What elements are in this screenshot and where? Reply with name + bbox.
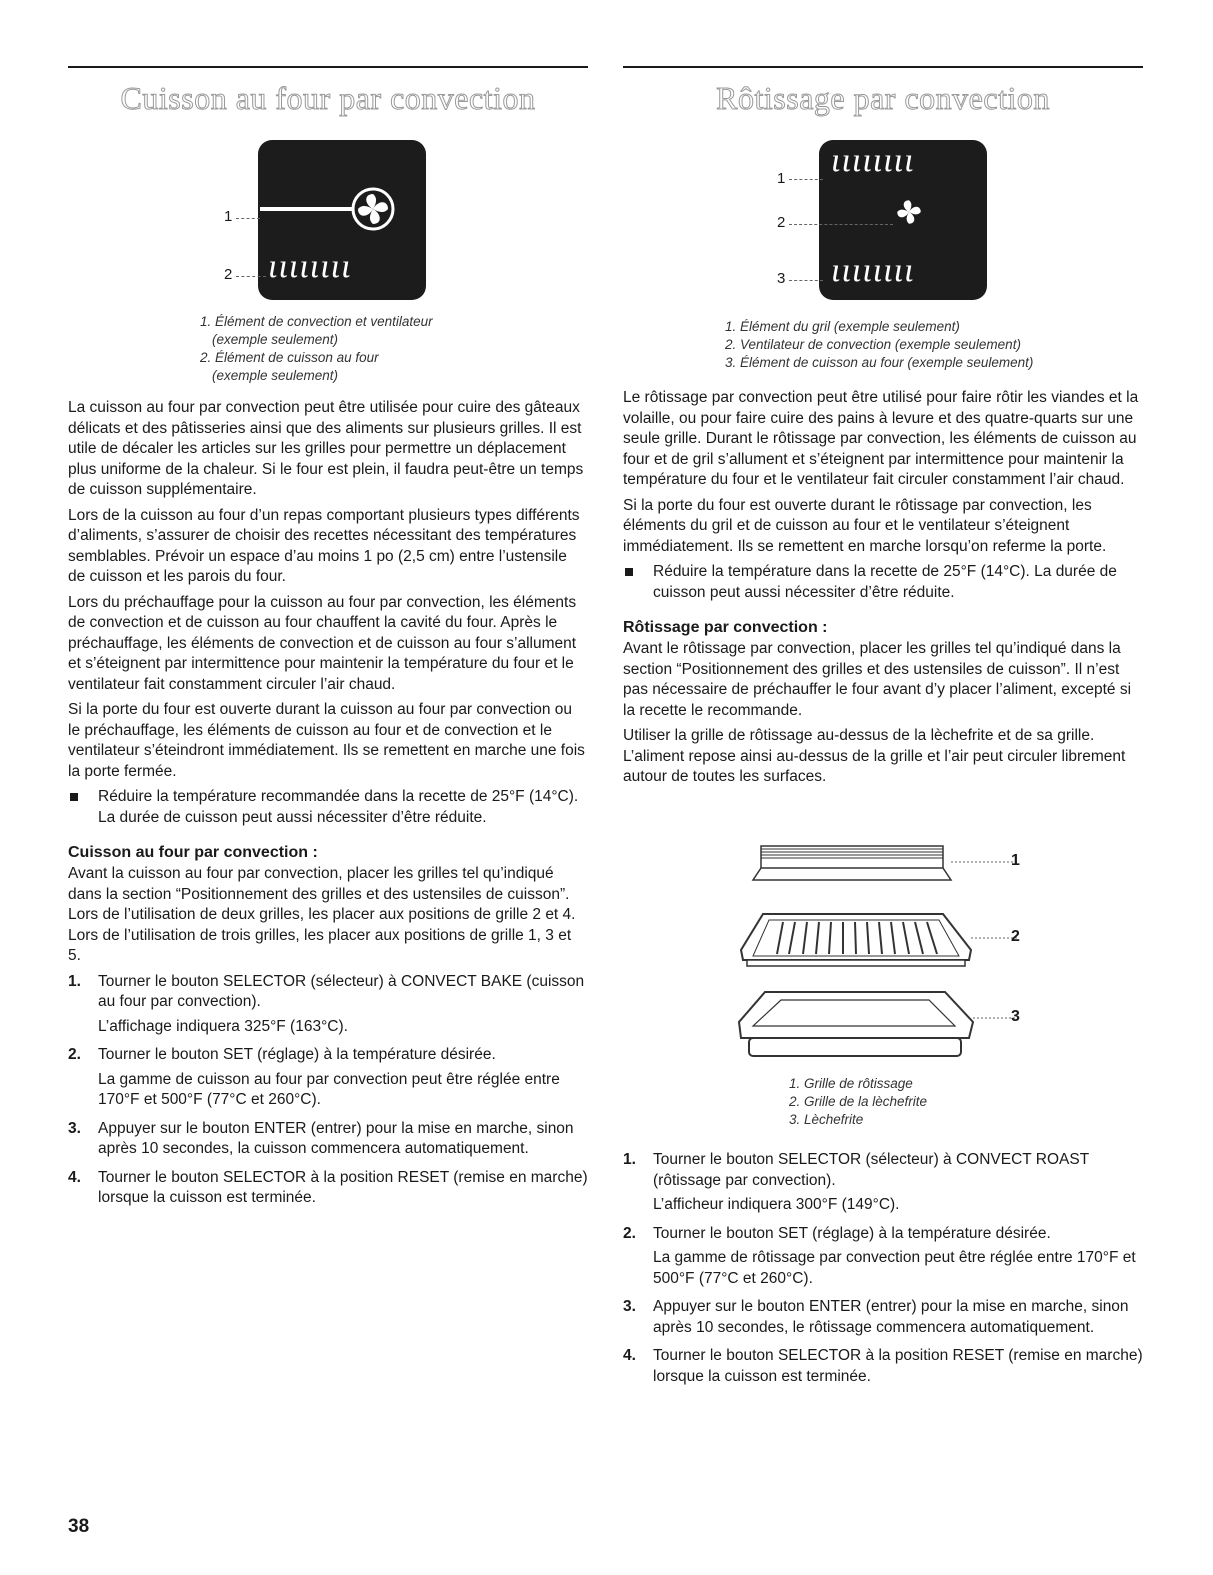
broiler-grid-illustration [741,914,971,966]
bullet-square-icon [625,568,633,576]
roasting-pan-diagram [733,842,1033,1062]
bullet-item: Réduire la température recommandée dans la recette de 25°F (14°C). La durée de cuisson peut aussi nécessiter d’être réduite. [68,787,588,828]
leader-line-2 [789,224,893,225]
leader-line-3 [789,280,823,281]
pan-label-2: 2 [1011,928,1020,945]
diagram-label-3: 3 [777,270,786,287]
leader-line-2 [236,276,266,277]
subheading: Cuisson au four par convection : [68,844,318,861]
left-diagram-caption: 1. Élément de convection et ventilateur (exemple seulement) 2. Élément de cuisson au four (exemple seulement) [200,314,433,383]
page-number: 38 [68,1516,90,1537]
step-item: 4. Tourner le bouton SELECTOR à la position RESET (remise en marche) lorsque la cuisson est terminée. [623,1347,1143,1385]
diagram-label-1: 1 [777,170,786,187]
step-item: 1. Tourner le bouton SELECTOR (sélecteur) à CONVECT ROAST (rôtissage par convection). L’afficheur indiquera 300°F (149°C). [623,1151,1089,1213]
convection-element-bar [260,207,352,211]
convection-roast-diagram [623,136,1143,306]
step-item: 3. Appuyer sur le bouton ENTER (entrer) pour la mise en marche, sinon après 10 secondes, le rôtissage commencera automatiquement. [623,1298,1129,1336]
paragraph: Si la porte du four est ouverte durant le rôtissage par convection, les éléments du gril et de cuisson au four et le ventilateur s’éteignent immédiatement. Ils se remettent en marche lorsqu’on referme la porte. [623,496,1107,555]
step-item: 3. Appuyer sur le bouton ENTER (entrer) pour la mise en marche, sinon après 10 secondes, la cuisson commencera automatiquement. [68,1119,574,1157]
pan-label-3: 3 [1011,1008,1020,1025]
convection-bake-diagram [68,130,588,310]
convection-fan-icon [350,186,396,232]
step-item: 2. Tourner le bouton SET (réglage) à la température désirée. La gamme de rôtissage par convection peut être réglée entre 170°F et 500°F (77°C et 260°C). [623,1224,1136,1287]
broiler-pan-illustration [739,992,973,1056]
steps-list [623,1150,1143,1395]
roasting-rack-illustration [753,846,951,880]
paragraph: Le rôtissage par convection peut être utilisé pour faire rôtir les viandes et la volaille, ou pour faire cuire des pains à levure et des quatre-quarts sur une seule grille. Durant le rôtissage par convection, les éléments de cuisson au four et de gril s’allument et s’éteignent par intermittence pour maintenir la température du four et le ventilateur fait circuler constamment l’air chaud. [623,389,1139,488]
right-diagram-caption: 1. Élément du gril (exemple seulement) 2. Ventilateur de convection (exemple seulement) 3. Élément de cuisson au four (exemple seulement) [725,319,1034,370]
pan-caption: 1. Grille de rôtissage 2. Grille de la lèchefrite 3. Lèchefrite [789,1076,928,1127]
paragraph: Lors du préchauffage pour la cuisson au four par convection, les éléments de convection et de cuisson au four chauffent la cavité du four. Après le préchauffage, les éléments de convection et de cuisson au four s’allument et s’éteignent par intermittence pour maintenir la température du four et le ventilateur fait constamment circuler l’air chaud. [68,593,577,693]
leader-line-1 [789,179,823,180]
right-body-text [623,388,1143,793]
right-title-rule [623,66,1143,68]
bake-element-coil: ιιιιιιιι [268,248,352,285]
step-item: 4. Tourner le bouton SELECTOR à la position RESET (remise en marche) lorsque la cuisson est terminée. [68,1168,588,1206]
right-section-title: Rôtissage par convection [716,80,1050,116]
step-item: 2. Tourner le bouton SET (réglage) à la température désirée. La gamme de cuisson au four par convection peut être réglée entre 170°F et 500°F (77°C et 260°C). [68,1046,560,1108]
bullet-item: Réduire la température dans la recette de 25°F (14°C). La durée de cuisson peut aussi nécessiter d’être réduite. [623,562,1143,603]
left-title-rule [68,66,588,68]
paragraph: Utiliser la grille de rôtissage au-dessus de la lèchefrite et de sa grille. L’aliment repose ainsi au-dessus de la grille et l’air peut circuler librement autour de toutes les surfaces. [623,727,1126,785]
bake-element-coil: ιιιιιιιι [831,252,915,289]
paragraph: La cuisson au four par convection peut être utilisée pour cuire des gâteaux délicats et des pâtisseries ainsi que des aliments sur plusieurs grilles. Il est utile de décaler les articles sur les grilles pour permettre un déplacement plus uniforme de la chaleur. Si le four est plein, il faudra peut-être un temps de cuisson supplémentaire. [68,399,584,498]
diagram-label-2: 2 [777,214,786,231]
step-item: 1. Tourner le bouton SELECTOR (sélecteur) à CONVECT BAKE (cuisson au four par convection). L’affichage indiquera 325°F (163°C). [68,972,585,1035]
left-body-text [68,398,588,1217]
broil-element-coil: ιιιιιιιι [831,142,915,179]
bullet-square-icon [70,793,78,801]
steps-list [68,972,588,1213]
diagram-label-2: 2 [224,266,233,283]
subheading: Rôtissage par convection : [623,619,828,636]
diagram-label-1: 1 [224,208,233,225]
leader-line-1 [236,218,260,219]
paragraph: Si la porte du four est ouverte durant la cuisson au four par convection ou le préchauffage, les éléments de cuisson au four et de convection et le ventilateur s’éteindront immédiatement. Ils se remettent en marche une fois la porte fermée. [68,701,585,780]
convection-fan-icon [891,194,927,230]
left-section-title: Cuisson au four par convection [120,80,536,116]
pan-label-1: 1 [1011,852,1020,869]
paragraph: Lors de la cuisson au four d’un repas comportant plusieurs types différents d’aliments, s’assurer de choisir des recettes nécessitant des températures semblables. Prévoir un espace d’au moins 1 po (2,5 cm) entre l’ustensile de cuisson et les parois du four. [68,506,580,585]
paragraph: Avant le rôtissage par convection, placer les grilles tel qu’indiqué dans la section “Positionnement des grilles et des ustensiles de cuisson”. Il n’est pas nécessaire de préchauffer le four avant d’y placer l’aliment, excepté si la recette le recommande. [623,640,1132,719]
paragraph: Avant la cuisson au four par convection, placer les grilles tel qu’indiqué dans la section “Positionnement des grilles et des ustensiles de cuisson”. Lors de l’utilisation de deux grilles, les placer aux positions de grille 2 et 4. Lors de l’utilisation de trois grilles, les placer aux positions de grille 1, 3 et 5. [68,865,576,964]
